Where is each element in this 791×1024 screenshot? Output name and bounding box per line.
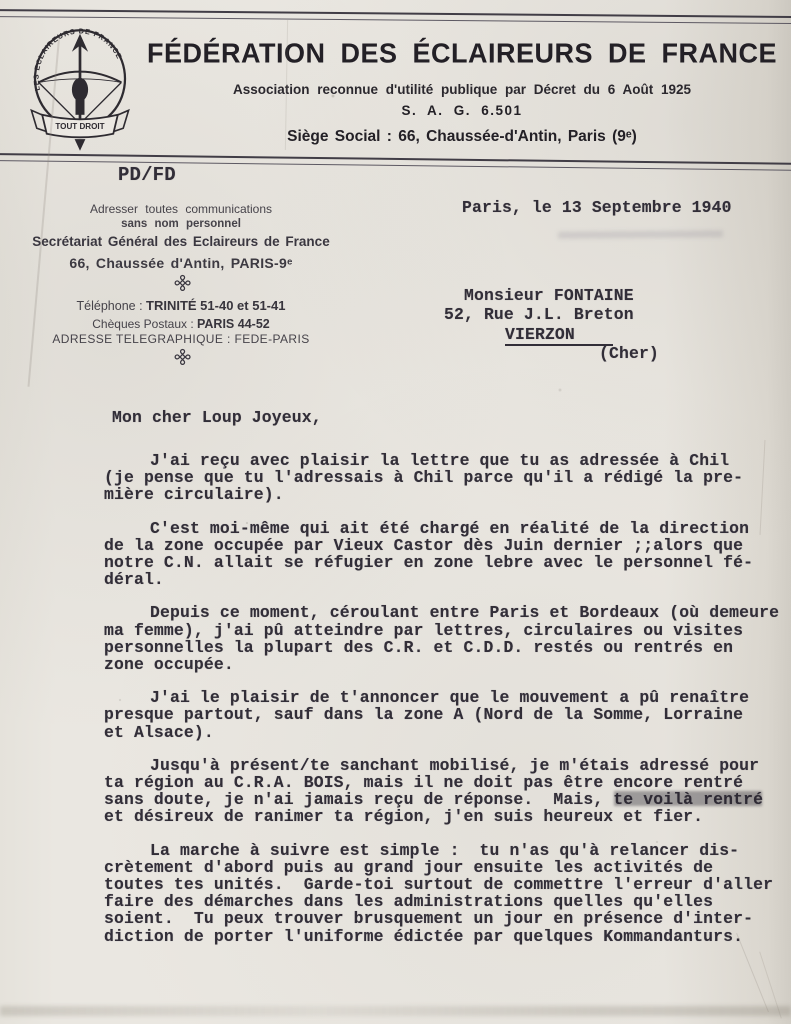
typed-line: ma femme), j'ai pû atteindre par lettres, circulaires ou visites: [104, 620, 744, 640]
federation-logo: [26, 20, 134, 152]
paragraph: [104, 689, 788, 741]
paragraph: [104, 520, 788, 589]
typed-line: presque partout, sauf dans la zone A (Nord de la Somme, Lorraine: [104, 705, 744, 725]
telegraph-value: FEDE-PARIS: [234, 332, 310, 346]
typed-line: C'est moi-même qui ait été chargé en réalité de la direction: [150, 518, 750, 538]
association-subtitle: Association reconnue d'utilité publique par Décret du 6 Août 1925: [232, 82, 692, 97]
typed-line: J'ai le plaisir de t'annoncer que le mouvement a pû renaître: [150, 688, 750, 708]
organization-name: FÉDÉRATION DES ÉCLAIREURS DE FRANCE: [146, 37, 778, 69]
typed-line: zone occupée.: [104, 655, 234, 675]
letterhead: [138, 38, 786, 146]
recipient-street: 52, Rue J.L. Breton: [444, 305, 634, 325]
sidebar-note-line2: sans nom personnel: [121, 218, 241, 230]
typed-line: de la zone occupée par Vieux Castor dès Juin dernier ;;alors que: [104, 535, 744, 555]
sidebar-note-line1: Adresser toutes communications: [89, 202, 273, 216]
typed-line: soient. Tu peux trouver brusquement un jour en présence d'inter-: [104, 909, 754, 929]
erased-line-smudge: [558, 230, 723, 238]
paragraph: [104, 604, 788, 673]
typed-line: déral.: [104, 570, 164, 590]
typed-line: La marche à suivre est simple : tu n'as qu'à relancer dis-: [150, 840, 740, 860]
paragraph: [104, 452, 788, 504]
logo-banner-text: TOUT DROIT: [55, 122, 105, 132]
telegraph-label: ADRESSE TELEGRAPHIQUE :: [52, 332, 235, 346]
postal-label: Chèques Postaux :: [92, 317, 197, 331]
phone-label: Téléphone :: [76, 299, 147, 313]
typed-line: crètement d'abord puis au grand jour ensuite les activités de: [104, 857, 714, 877]
recipient-block: [444, 286, 659, 364]
typed-line: notre C.N. allait se réfugier en zone lebre avec le personnel fé-: [104, 553, 754, 573]
typed-line: ta région au C.R.A. BOIS, mais il ne doit pas être encore rentré: [104, 773, 744, 793]
fist-icon: [72, 78, 88, 101]
typed-line: mière circulaire).: [104, 485, 284, 505]
knot-icon: ⌘: [168, 270, 195, 297]
typed-line: diction de porter l'uniforme édictée par quelques Kommandanturs.: [104, 926, 744, 946]
reference-code: PD/FD: [118, 164, 176, 186]
letter-body: [104, 452, 788, 961]
sidebar-phone-line: [14, 298, 348, 313]
recipient-name: Monsieur FONTAINE: [464, 286, 634, 305]
paragraph: [104, 842, 788, 945]
knot-icon: ⌘: [168, 344, 195, 371]
typed-line: Jusqu'à présent/te sanchant mobilisé, je m'étais adressé pour: [150, 755, 760, 775]
overtype-ink-smudge: [614, 791, 762, 806]
typed-line: personnelles la plupart des C.R. et C.D.D. restés ou rentrés en: [104, 637, 734, 657]
dateline: Paris, le 13 Septembre 1940: [462, 198, 732, 217]
typed-line: (je pense que tu l'adressais à Chil parce qu'il a rédigé la pre-: [104, 468, 744, 488]
typed-line: toutes tes unités. Garde-toi surtout de commettre l'erreur d'aller: [104, 875, 774, 895]
typed-line: et désireux de ranimer ta région, j'en suis heureux et fier.: [104, 807, 704, 827]
postal-value: PARIS 44-52: [197, 317, 270, 331]
typed-line: Depuis ce moment, céroulant entre Paris et Bordeaux (où demeure: [150, 603, 780, 623]
sidebar-address: 66, Chaussée d'Antin, PARIS-9ᵉ: [69, 255, 293, 271]
recipient-city-underlined: VIERZON: [505, 325, 613, 346]
recipient-department: (Cher): [599, 344, 659, 364]
typed-line: J'ai reçu avec plaisir la lettre que tu as adressée à Chil: [150, 451, 730, 470]
salutation: Mon cher Loup Joyeux,: [112, 408, 322, 427]
bottom-edge-smudge: [0, 1006, 791, 1016]
typed-line: sans doute, je n'ai jamais reçu de réponse. Mais, te voilà rentré: [104, 790, 764, 810]
sidebar-telegraph-line: [14, 332, 348, 346]
phone-value: TRINITÉ 51-40 et 51-41: [146, 298, 286, 313]
logo-ring-text: LES ECLAIREURS DE FRANCE: [31, 26, 125, 92]
sidebar-postal-line: [14, 317, 348, 331]
sidebar-org-name: Secrétariat Général des Eclaireurs de France: [32, 234, 330, 249]
typed-line: faire des démarches dans les administrations quelles qu'elles: [104, 892, 714, 912]
recipient-city: [444, 325, 659, 344]
typed-line: et Alsace).: [104, 722, 214, 742]
siege-social-line: Siège Social : 66, Chaussée-d'Antin, Paris (9ᵉ): [287, 128, 637, 145]
registration-number: S. A. G. 6.501: [401, 103, 523, 118]
